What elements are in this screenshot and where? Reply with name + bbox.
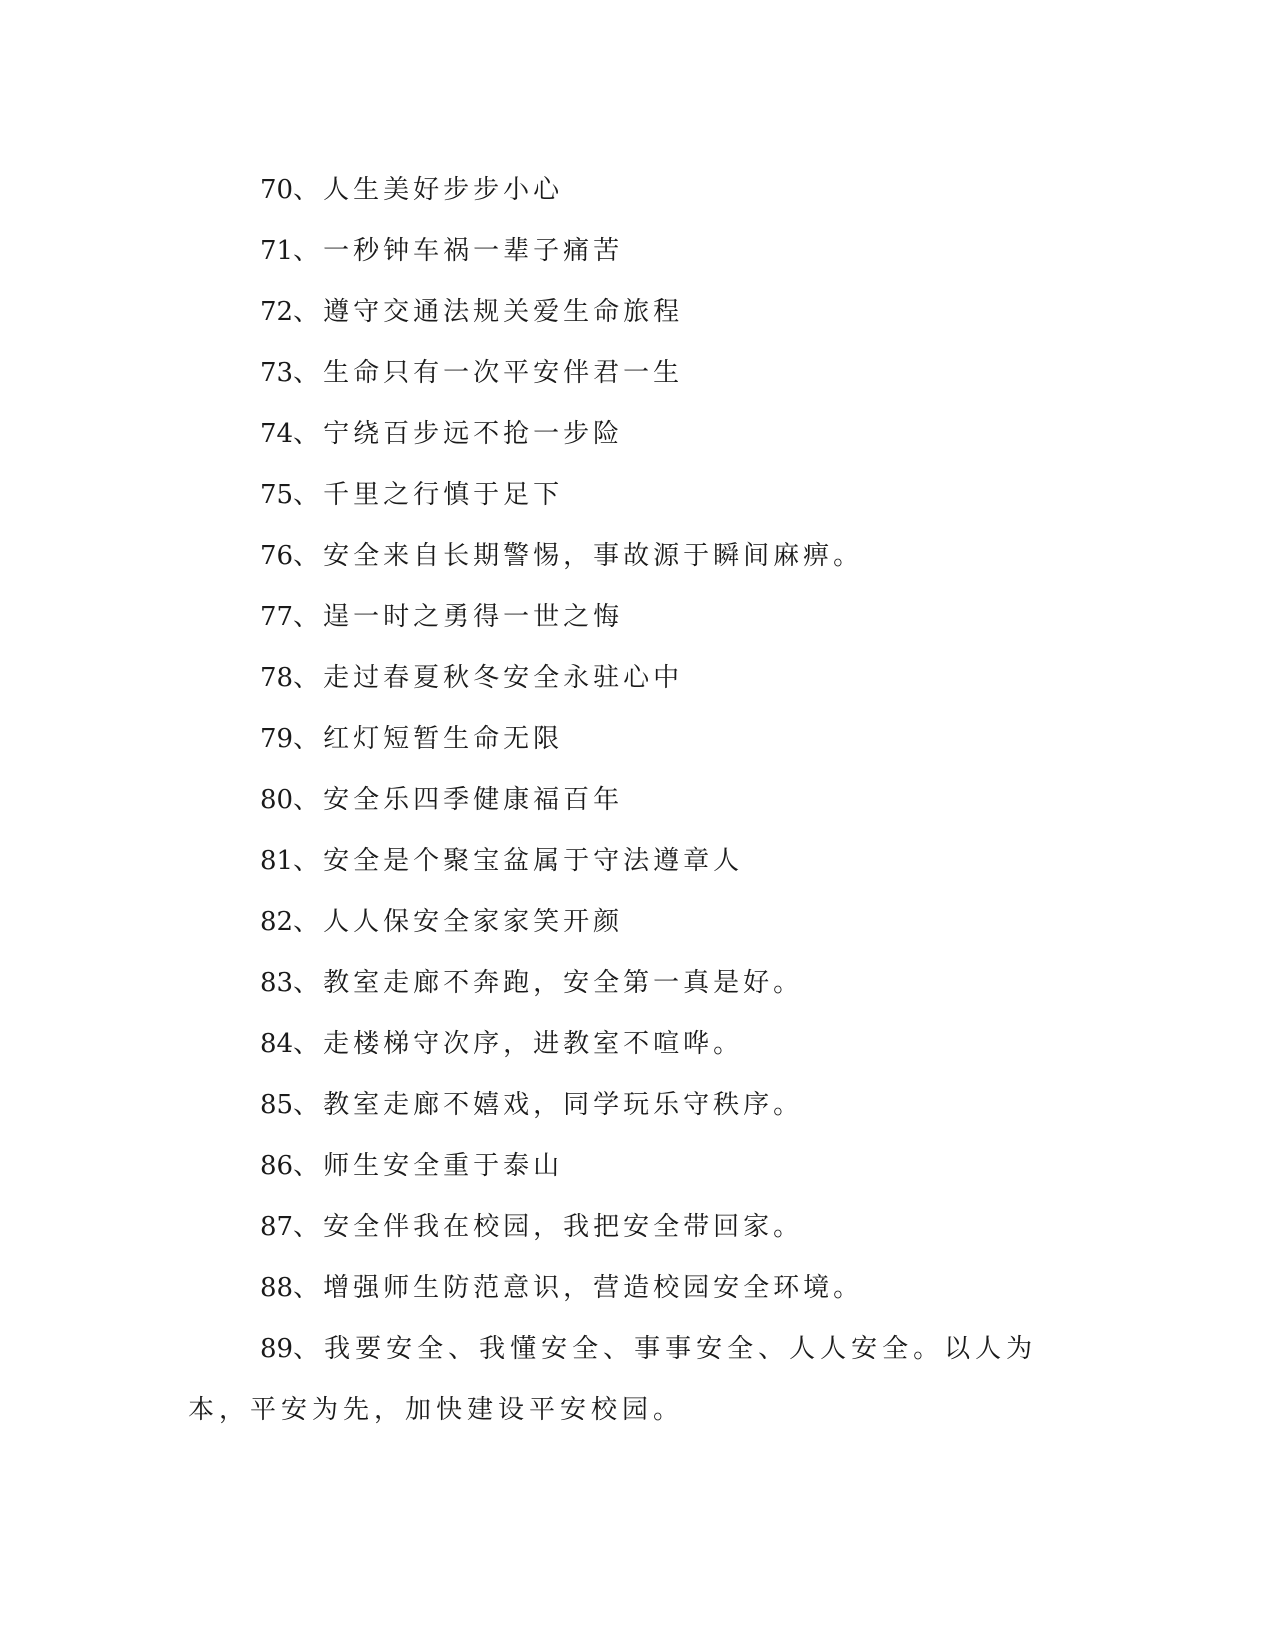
item-number: 87 [260,1212,294,1242]
list-item [188,1197,1068,1258]
item-text: 逞一时之勇得一世之悔 [323,602,624,632]
list-item [188,404,1068,465]
item-separator: 、 [293,602,324,632]
item-number: 81 [260,846,294,876]
list-item [188,648,1068,709]
item-text: 遵守交通法规关爱生命旅程 [323,297,684,327]
list-item [188,160,1068,221]
item-number: 89 [260,1334,294,1364]
item-text: 安全乐四季健康福百年 [323,785,624,815]
item-text: 走过春夏秋冬安全永驻心中 [323,663,684,693]
item-text: 增强师生防范意识，营造校园安全环境。 [323,1273,864,1303]
list-item [188,709,1068,770]
slogan-list [188,160,1068,1441]
item-separator: 、 [293,1212,324,1242]
item-text: 师生安全重于泰山 [323,1151,564,1181]
item-separator: 、 [293,1151,324,1181]
item-text: 我要安全、我懂安全、事事安全、人人安全。以人为本，平安为先，加快建设平安校园。 [188,1334,1038,1425]
item-number: 78 [260,663,294,693]
item-text: 宁绕百步远不抢一步险 [323,419,624,449]
item-text: 教室走廊不嬉戏，同学玩乐守秩序。 [323,1090,804,1120]
item-text: 一秒钟车祸一辈子痛苦 [323,236,624,266]
list-item [188,526,1068,587]
list-item [188,831,1068,892]
item-number: 84 [260,1029,294,1059]
item-number: 74 [260,419,294,449]
item-number: 73 [260,358,294,388]
item-number: 77 [260,602,294,632]
item-separator: 、 [293,1029,324,1059]
list-item [188,1014,1068,1075]
list-item [188,1319,1068,1441]
list-item [188,1136,1068,1197]
list-item [188,1258,1068,1319]
item-text: 安全是个聚宝盆属于守法遵章人 [323,846,744,876]
item-separator: 、 [293,297,324,327]
item-number: 76 [260,541,294,571]
item-number: 83 [260,968,294,998]
item-number: 80 [260,785,294,815]
item-text: 千里之行慎于足下 [323,480,564,510]
item-number: 70 [260,175,294,205]
list-item [188,221,1068,282]
item-number: 79 [260,724,294,754]
item-number: 82 [260,907,294,937]
list-item [188,1075,1068,1136]
list-item [188,343,1068,404]
item-separator: 、 [293,236,324,266]
item-separator: 、 [293,907,324,937]
item-text: 生命只有一次平安伴君一生 [323,358,684,388]
item-number: 71 [260,236,294,266]
item-text: 安全来自长期警惕，事故源于瞬间麻痹。 [323,541,864,571]
item-separator: 、 [293,480,324,510]
item-separator: 、 [293,724,324,754]
item-separator: 、 [293,419,324,449]
list-item [188,465,1068,526]
item-text: 人生美好步步小心 [323,175,564,205]
item-text: 走楼梯守次序，进教室不喧哗。 [323,1029,744,1059]
list-item [188,587,1068,648]
list-item [188,282,1068,343]
list-item [188,953,1068,1014]
item-text: 红灯短暂生命无限 [323,724,564,754]
list-item [188,770,1068,831]
item-separator: 、 [293,1090,324,1120]
item-number: 75 [260,480,294,510]
item-number: 88 [260,1273,294,1303]
item-separator: 、 [293,663,324,693]
item-text: 教室走廊不奔跑，安全第一真是好。 [323,968,804,998]
item-separator: 、 [293,846,324,876]
item-number: 86 [260,1151,294,1181]
item-separator: 、 [293,541,324,571]
item-text: 安全伴我在校园，我把安全带回家。 [323,1212,804,1242]
item-separator: 、 [293,1273,324,1303]
item-number: 85 [260,1090,294,1120]
item-separator: 、 [293,175,324,205]
list-item [188,892,1068,953]
item-number: 72 [260,297,294,327]
item-separator: 、 [293,785,324,815]
item-separator: 、 [293,1334,325,1364]
item-separator: 、 [293,968,324,998]
item-text: 人人保安全家家笑开颜 [323,907,624,937]
item-separator: 、 [293,358,324,388]
